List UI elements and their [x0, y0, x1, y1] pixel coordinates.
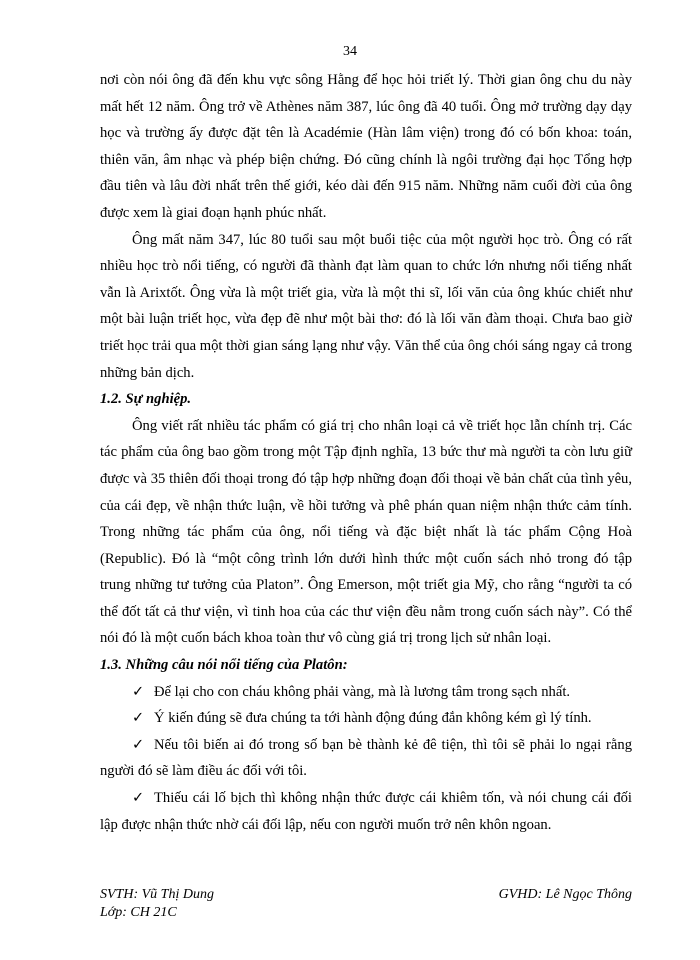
- quote-text: Ý kiến đúng sẽ đưa chúng ta tới hành động đúng đắn không kém gì lý tính.: [154, 710, 592, 727]
- heading-quotes: 1.3. Những câu nói nổi tiếng của Platôn:: [100, 657, 348, 674]
- checkmark-icon: ✓: [132, 710, 145, 727]
- quote-item: [100, 732, 632, 785]
- page-number: 34: [343, 44, 357, 59]
- page-footer: [100, 886, 632, 922]
- checkmark-icon: ✓: [132, 736, 145, 753]
- footer-class: Lớp: CH 21C: [100, 905, 177, 920]
- quote-text: Để lại cho con cháu không phải vàng, mà là lương tâm trong sạch nhất.: [154, 683, 571, 700]
- paragraph-1: nơi còn nói ông đã đến khu vực sông Hằng để học hỏi triết lý. Thời gian ông chu du này mất hết 12 năm. Ông trở về Athènes năm 387, lúc ông đã 40 tuổi. Ông mở trường dạy dạy học và trường ấy được đặt tên là Académie (Hàn lâm viện) trong đó có bốn khoa: toán, thiên văn, âm nhạc và phép biện chứng. Đó cũng chính là ngôi trường đại học Tổng hợp đầu tiên và lâu đời nhất trên thế giới, kéo dài đến 915 năm. Những năm cuối đời của ông được xem là giai đoạn hạnh phúc nhất.: [100, 72, 632, 221]
- document-body: [100, 67, 632, 838]
- footer-advisor: GVHD: Lê Ngọc Thông: [498, 887, 632, 902]
- paragraph-3: Ông viết rất nhiều tác phẩm có giá trị cho nhân loại cả về triết học lẫn chính trị. Các tác phẩm của ông bao gồm trong một Tập định nghĩa, 13 bức thư mà người ta còn lưu giữ được và 35 thiên đối thoại trong đó tập hợp những đoạn đối thoại về bản chất của tình yêu, của cái đẹp, về nhận thức luận, về hồi tưởng và phê phán quan niệm nhận thức cảm tính. Trong những tác phẩm của ông, nổi tiếng và đặc biệt nhất là tác phẩm Cộng Hoà (Republic). Đó là “một công trình lớn dưới hình thức một cuốn sách nhỏ trong đó tập trung những tư tưởng của Platon”. Ông Emerson, một triết gia Mỹ, cho rằng “người ta có thể đốt tất cả thư viện, vì tinh hoa của các thư viện đều nằm trong cuốn sách này”. Có thể nói đó là một cuốn bách khoa toàn thư vô cùng giá trị trong lịch sử nhân loại.: [100, 417, 632, 647]
- checkmark-icon: ✓: [132, 683, 145, 700]
- quote-item: [100, 705, 632, 732]
- quote-text: Thiếu cái lố bịch thì không nhận thức được cái khiêm tốn, và nói chung cái đối lập được nhận thức nhờ cái đối lập, nếu con người muốn trở nên khôn ngoan.: [100, 790, 632, 833]
- checkmark-icon: ✓: [132, 790, 145, 807]
- quote-item: [100, 679, 632, 706]
- heading-career: 1.2. Sự nghiệp.: [100, 391, 192, 408]
- paragraph-2: Ông mất năm 347, lúc 80 tuổi sau một buổi tiệc của một người học trò. Ông có rất nhiều học trò nổi tiếng, có người đã thành đạt làm quan to chức lớn nhưng nổi tiếng nhất vẫn là Arixtốt. Ông vừa là một triết gia, vừa là một thi sĩ, lối văn của ông khúc chiết như một bài luận triết học, vừa đẹp đẽ như một bài thơ: đó là lối văn đàm thoại. Chưa bao giờ triết học trải qua một thời gian sáng lạng như vậy. Văn thể của ông chói sáng ngay cả trong những bản dịch.: [100, 231, 632, 381]
- footer-student: SVTH: Vũ Thị Dung: [100, 887, 214, 902]
- quote-item: [100, 785, 632, 838]
- quote-text: Nếu tôi biến ai đó trong số bạn bè thành kẻ đê tiện, thì tôi sẽ phải lo ngại rằng người đó sẽ làm điều ác đối với tôi.: [100, 736, 632, 780]
